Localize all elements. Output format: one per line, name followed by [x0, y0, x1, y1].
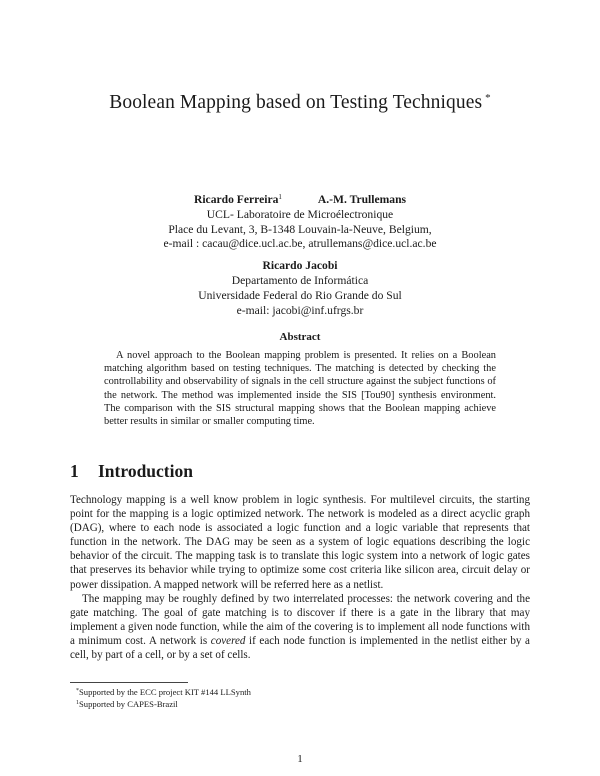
paragraph-1: Technology mapping is a well know problem in logic synthesis. For multilevel circuits, the starting point for the mapping is a logic optimized network. The network is modeled as a direct acyclic graph (DAG), where to each node is associated a logic function and a logic variable that represents that function in the network. The DAG may be seen as a system of logic equations describing the logic behavior of the circuit. The mapping task is to translate this logic system into a network of logic gates that preserves its behavior while trying to optimize some cost criteria like silicon area, circuit delay or power dissipation. A mapped network will be referred here as a netlist. — [70, 494, 530, 591]
affiliation-ufrgs-line2: Universidade Federal do Rio Grande do Sul — [198, 288, 402, 302]
abstract-heading: Abstract — [279, 331, 321, 343]
body-text — [70, 493, 530, 662]
title-footnote-mark: * — [485, 92, 491, 104]
affiliation-ucl-line1: UCL- Laboratoire de Microélectronique — [206, 207, 394, 221]
emphasis-covered: covered — [210, 634, 246, 647]
author-trullemans: A.-M. Trullemans — [317, 193, 407, 206]
affiliation-ufrgs-line1: Departamento de Informática — [231, 273, 369, 287]
footnotes — [70, 686, 530, 710]
affiliation-ufrgs-email: e-mail: jacobi@inf.ufrgs.br — [236, 303, 364, 317]
paper-title — [0, 92, 600, 114]
author-names-row — [0, 190, 600, 208]
affiliation-ucl-email: e-mail : cacau@dice.ucl.ac.be, atrullemans@dice.ucl.ac.be — [163, 237, 437, 251]
affiliation-ucl-line2: Place du Levant, 3, B-1348 Louvain-la-Neuve, Belgium, — [168, 222, 432, 236]
author-jacobi: Ricardo Jacobi — [262, 259, 338, 273]
author-ferreira: Ricardo Ferreira — [193, 193, 279, 206]
footnote-2: $^1$Supported by CAPES-Brazil — [76, 699, 178, 709]
footnote-1: *Supported by the ECC project KIT #144 LLSynth — [76, 687, 251, 697]
title-text: Boolean Mapping based on Testing Techniques — [109, 92, 483, 113]
paragraph-2: The mapping may be roughly defined by two interrelated processes: the network covering and the gate matching. The goal of gate matching is to discover if there is a gate in the library that may implement a given node function, while the aim of the covering is to implement all node functions with a minimum cost. A network is covered if each node function is implemented in the netlist either by a cell, by part of a cell, or by a set of cells. — [70, 592, 530, 662]
footnote-rule — [70, 682, 188, 683]
page-number: 1 — [297, 753, 303, 765]
abstract-text: A novel approach to the Boolean mapping problem is presented. It relies on a Boolean matching algorithm based on testing techniques. The matching is detected by checking the controllability and observability of signals in the cell structure against the subject functions of the network. The method was implemented inside the SIS [Tou90] synthesis environment. The comparison with the SIS structural mapping shows that the Boolean mapping achieve better results in similar or smaller computing time. — [104, 350, 496, 428]
author-ferreira-mark: 1 — [278, 193, 282, 201]
section-heading — [70, 461, 193, 482]
author-block — [0, 190, 600, 318]
section-title: Introduction — [98, 461, 193, 481]
section-number: 1 — [70, 461, 79, 481]
